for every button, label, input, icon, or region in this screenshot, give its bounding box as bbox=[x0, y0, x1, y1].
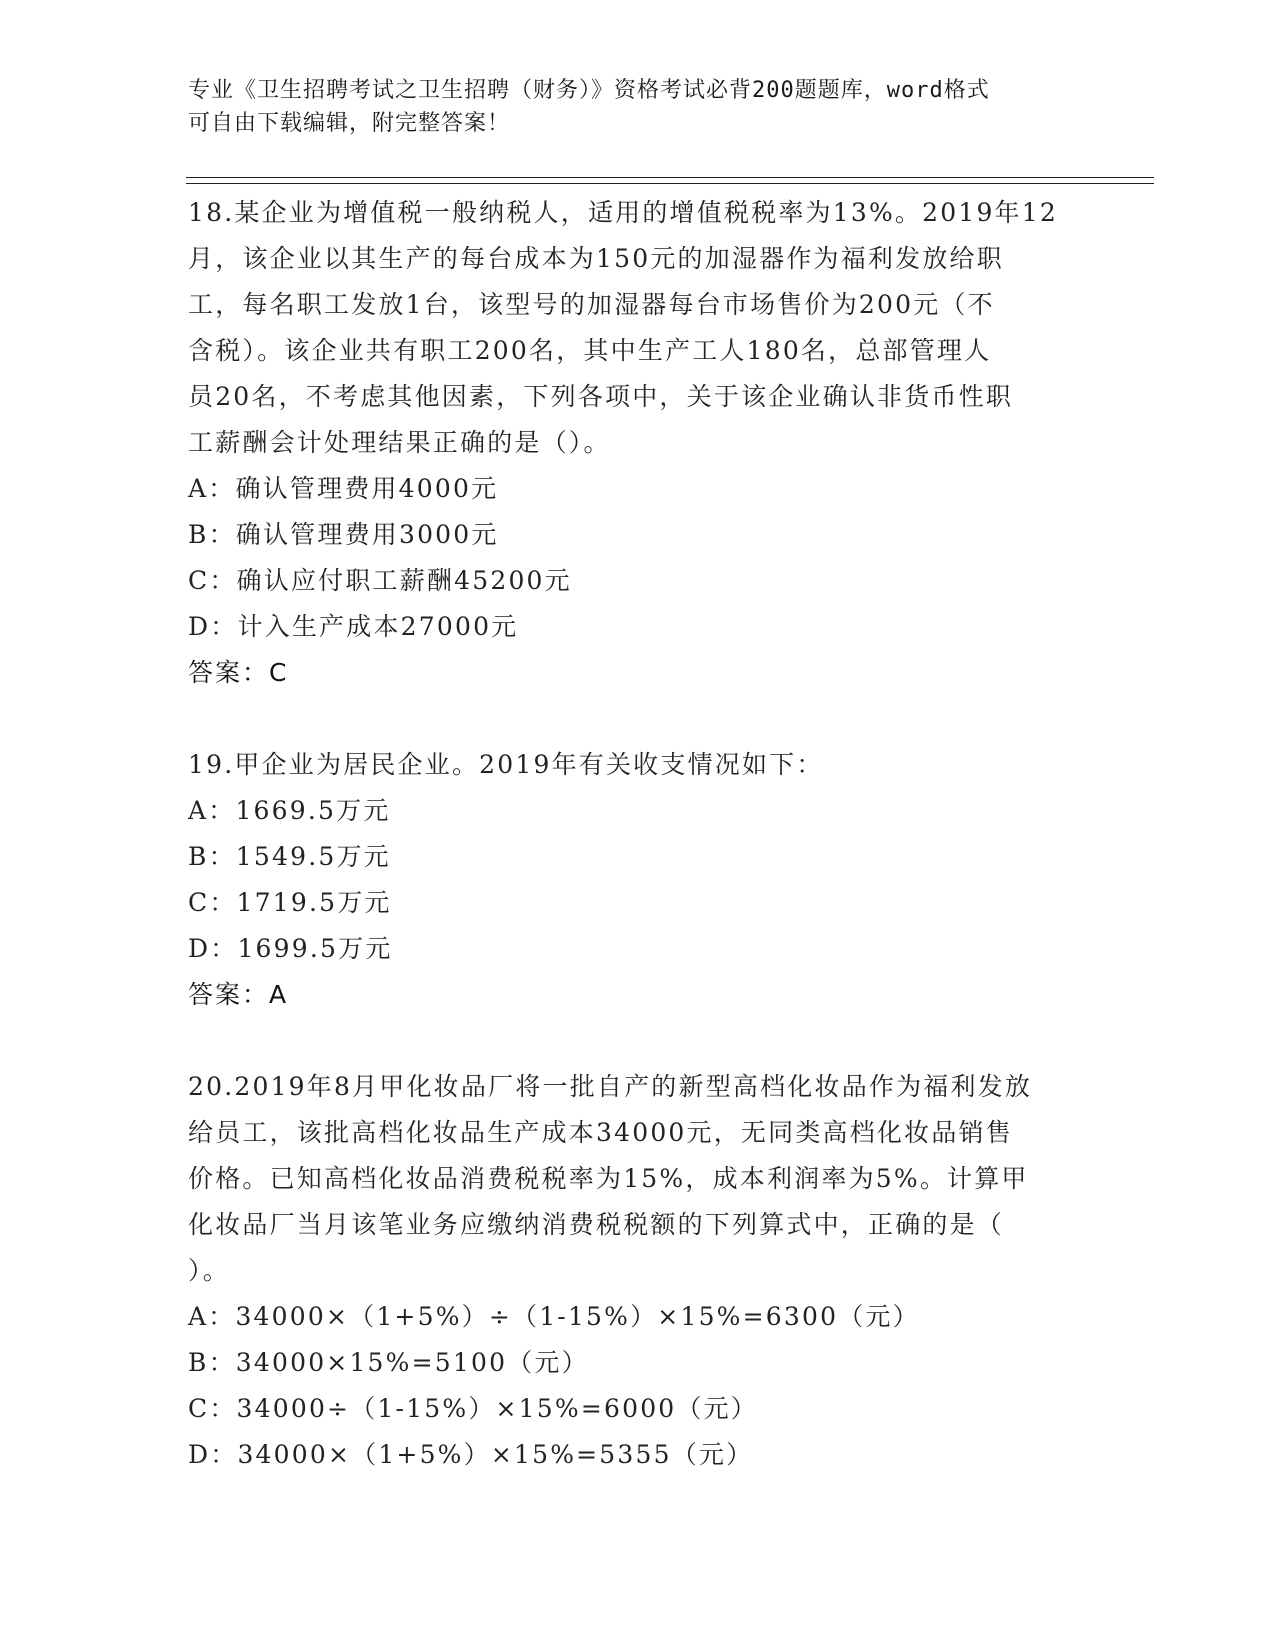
question-20 bbox=[188, 1064, 1088, 1478]
question-text-line: 员20名，不考虑其他因素，下列各项中，关于该企业确认非货币性职 bbox=[188, 382, 1014, 411]
question-list bbox=[188, 190, 1088, 1478]
question-text-line: 含税）。该企业共有职工200名，其中生产工人180名，总部管理人 bbox=[188, 336, 992, 365]
question-text-line: 20.2019年8月甲化妆品厂将一批自产的新型高档化妆品作为福利发放 bbox=[188, 1072, 1033, 1101]
option-a: A：确认管理费用4000元 bbox=[188, 474, 499, 503]
question-text-line: 化妆品厂当月该笔业务应缴纳消费税税额的下列算式中，正确的是（ bbox=[188, 1210, 1005, 1239]
document-header bbox=[188, 74, 1068, 140]
question-text-line: 18.某企业为增值税一般纳税人，适用的增值税税率为13%。2019年12 bbox=[188, 198, 1058, 227]
option-c: C：1719.5万元 bbox=[188, 888, 392, 917]
option-d: D：计入生产成本27000元 bbox=[188, 612, 519, 641]
question-text-line: 工薪酬会计处理结果正确的是（）。 bbox=[188, 428, 611, 457]
question-19 bbox=[188, 742, 1088, 1018]
option-d: D：1699.5万元 bbox=[188, 934, 393, 963]
header-line-1: 专业《卫生招聘考试之卫生招聘（财务）》资格考试必背200题题库，word格式 bbox=[188, 78, 990, 103]
option-c: C：确认应付职工薪酬45200元 bbox=[188, 566, 572, 595]
header-divider-bottom bbox=[186, 183, 1154, 184]
question-18 bbox=[188, 190, 1088, 696]
question-text-line: 月，该企业以其生产的每台成本为150元的加湿器作为福利发放给职 bbox=[188, 244, 1004, 273]
option-b: B：1549.5万元 bbox=[188, 842, 391, 871]
answer-label: 答案：C bbox=[188, 658, 289, 687]
question-text-line: 价格。已知高档化妆品消费税税率为15%，成本利润率为5%。计算甲 bbox=[188, 1164, 1029, 1193]
question-text-line: 工，每名职工发放1台，该型号的加湿器每台市场售价为200元（不 bbox=[188, 290, 995, 319]
option-a: A：34000×（1+5%）÷（1-15%）×15%=6300（元） bbox=[188, 1302, 920, 1331]
question-spacer bbox=[188, 1018, 1088, 1064]
question-text-line: ）。 bbox=[188, 1256, 230, 1285]
question-text-line: 给员工，该批高档化妆品生产成本34000元，无同类高档化妆品销售 bbox=[188, 1118, 1013, 1147]
header-line-2: 可自由下载编辑，附完整答案！ bbox=[188, 111, 511, 136]
option-a: A：1669.5万元 bbox=[188, 796, 391, 825]
header-divider-top bbox=[186, 177, 1154, 178]
question-spacer bbox=[188, 696, 1088, 742]
answer-label: 答案：A bbox=[188, 980, 289, 1009]
option-b: B：34000×15%=5100（元） bbox=[188, 1348, 589, 1377]
option-b: B：确认管理费用3000元 bbox=[188, 520, 499, 549]
option-c: C：34000÷（1-15%）×15%=6000（元） bbox=[188, 1394, 759, 1423]
question-text-line: 19.甲企业为居民企业。2019年有关收支情况如下： bbox=[188, 750, 824, 779]
option-d: D：34000×（1+5%）×15%=5355（元） bbox=[188, 1440, 754, 1469]
